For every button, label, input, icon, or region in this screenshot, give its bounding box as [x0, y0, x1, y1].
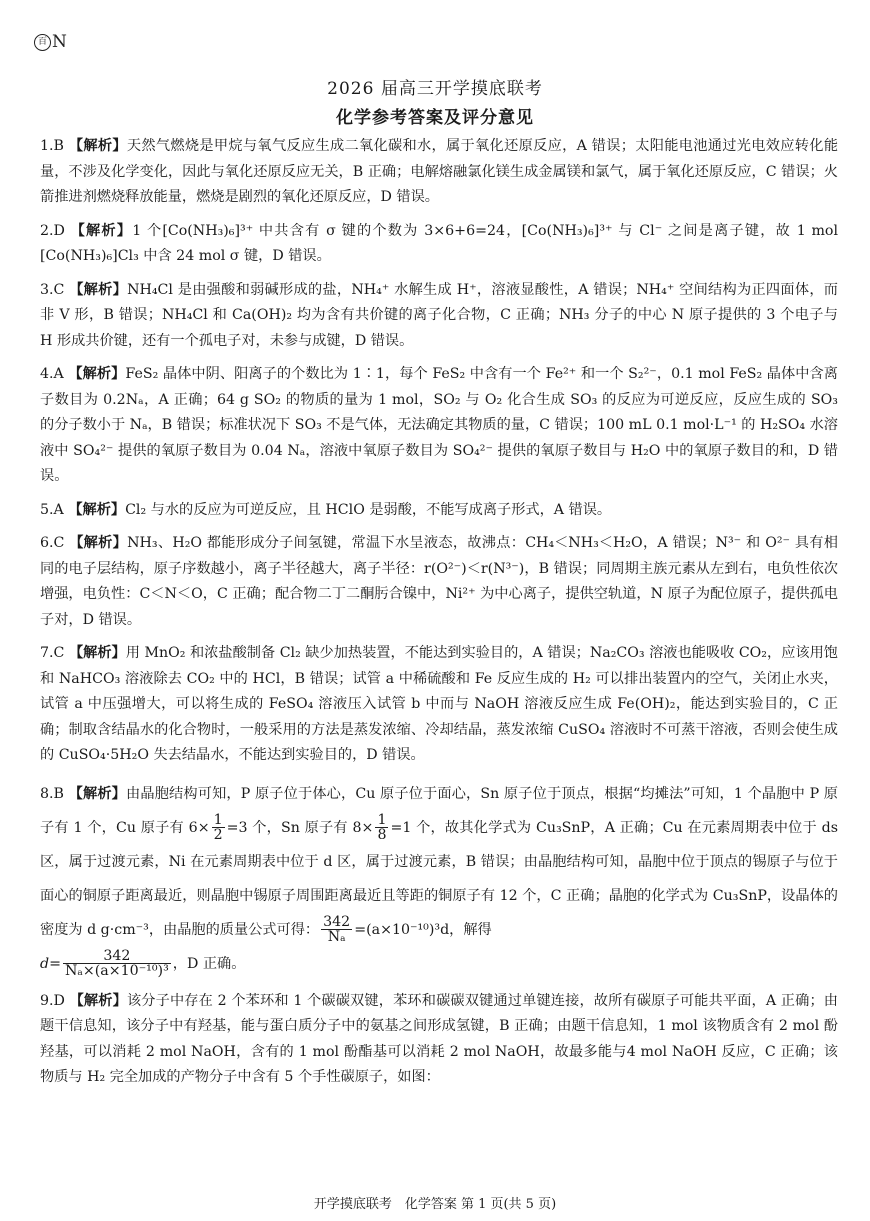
analysis-tag: 【解析】	[69, 992, 127, 1009]
logo-letter: N	[52, 32, 67, 52]
answer-4: 4.A 【解析】FeS₂ 晶体中阴、阳离子的个数比为 1∶1，每个 FeS₂ 中含有一个 Fe²⁺ 和一个 S₂²⁻，0.1 mol FeS₂ 晶体中含离子数目为 0.2Nₐ，A 正确；64 g SO₂ 的物质的量为 1 mol，SO₂ 与 O₂ 化合生成 SO₃ 的反应为可逆反应，反应生成的 SO₃ 的分子数小于 Nₐ，B 错误；标准状况下 SO₃ 不是气体，无法确定其物质的量，C 错误；100 mL 0.1 mol·L⁻¹ 的 H₂SO₄ 水溶液中 SO₄²⁻ 提供的氧原子数目为 0.04 Nₐ，溶液中氧原子数目为 SO₄²⁻ 提供的氧原子数目与 H₂O 中的氧原子数目的和，D 错误。	[40, 366, 838, 484]
fraction-result: $\frac{342}{\text{Nₐ×(a×10⁻¹⁰)³}}$	[64, 948, 169, 979]
analysis-tag: 【解析】	[68, 501, 126, 518]
analysis-tag: 【解析】	[68, 785, 127, 802]
answer-1: 1.B 【解析】天然气燃烧是甲烷与氧气反应生成二氧化碳和水，属于氧化还原反应，A 错误；太阳能电池通过光电效应转化能量，不涉及化学变化，因此与氧化还原反应无关，B 正确；电解熔融氯化镁生成金属镁和氯气，属于氧化还原反应，C 错误；火箭推进剂燃烧释放能量，燃烧是剧烈的氧化还原反应，D 错误。	[40, 138, 839, 205]
analysis-tag: 【解析】	[68, 645, 126, 661]
logo	[34, 32, 67, 52]
document-title: 2026 届高三开学摸底联考	[327, 79, 543, 99]
answer-list	[40, 134, 838, 1099]
fraction-eighth: $\frac{1}{8}$	[377, 812, 387, 843]
answer-2: 2.D 【解析】1 个[Co(NH₃)₆]³⁺ 中共含有 σ 键的个数为 3×6+6=24，[Co(NH₃)₆]³⁺ 与 Cl⁻ 之间是离子键，故 1 mol [Co(NH₃)₆]Cl₃ 中含 24 mol σ 键，D 错误。	[40, 222, 838, 264]
answer-5: 5.A 【解析】Cl₂ 与水的反应为可逆反应，且 HClO 是弱酸，不能写成离子形式，A 错误。	[40, 501, 612, 518]
answer-3: 3.C 【解析】NH₄Cl 是由强酸和弱碱形成的盐，NH₄⁺ 水解生成 H⁺，溶液显酸性，A 错误；NH₄⁺ 空间结构为正四面体，而非 V 形，B 错误；NH₄Cl 和 Ca(OH)₂ 均为含有共价键的离子化合物，C 正确；NH₃ 分子的中心 N 原子提供的 3 个电子与 H 形成共价键，还有一个孤电子对，未参与成键，D 错误。	[40, 281, 838, 349]
answer-6: 6.C 【解析】NH₃、H₂O 都能形成分子间氢键，常温下水呈液态，故沸点：CH₄＜NH₃＜H₂O，A 错误；N³⁻ 和 O²⁻ 具有相同的电子层结构，原子序数越小，离子半径越大，离子半径：r(O²⁻)＜r(N³⁻)，B 错误；同周期主族元素从左到右，电负性依次增强，电负性：C＜N＜O，C 正确；配合物二丁二酮肟合镍中，Ni²⁺ 为中心离子，提供空轨道，N 原子为配位原子，提供孤电子对，D 错误。	[40, 535, 838, 628]
answer-7: 7.C 【解析】用 MnO₂ 和浓盐酸制备 Cl₂ 缺少加热装置，不能达到实验目的，A 错误；Na₂CO₃ 溶液也能吸收 CO₂，应该用饱和 NaHCO₃ 溶液除去 CO₂ 中的 HCl，B 错误；试管 a 中稀硫酸和 Fe 反应生成的 H₂ 可以排出装置内的空气，关闭止水夹，试管 a 中压强增大，可以将生成的 FeSO₄ 溶液压入试管 b 中而与 NaOH 溶液反应生成 Fe(OH)₂，能达到实验目的，C 正确；制取含结晶水的化合物时，一般采用的方法是蒸发浓缩、冷却结晶，蒸发浓缩 CuSO₄ 溶液时不可蒸干溶液，否则会使生成的 CuSO₄·5H₂O 失去结晶水，不能达到实验目的，D 错误。	[40, 645, 838, 763]
fraction-density: $\frac{342}{\text{Nₐ}}$	[323, 914, 351, 945]
analysis-tag: 【解析】	[68, 138, 127, 154]
analysis-tag: 【解析】	[68, 366, 126, 382]
logo-circle-icon: 百	[34, 34, 51, 51]
answer-8: 8.B 【解析】由晶胞结构可知，P 原子位于体心，Cu 原子位于面心，Sn 原子位于顶点，根据“均摊法”可知，1 个晶胞中 P 原子有 1 个，Cu 原子有 6× $\frac{1}{2}$ =3 个，Sn 原子有 8× $\frac{1}{8}$ =1 个，故其化学式为 Cu₃SnP，A 正确；Cu 在元素周期表中位于 ds 区，属于过渡元素，Ni 在元素周期表中位于 d 区，属于过渡元素，B 错误；由晶胞结构可知，晶胞中位于顶点的锡原子与位于面心的铜原子距离最近，则晶胞中锡原子周围距离最近且等距的铜原子有 12 个，C 正确；晶胞的化学式为 Cu₃SnP，设晶体的密度为 d g·cm⁻³，由晶胞的质量公式可得： $\frac{342}{\text{Nₐ}}$ =(a×10⁻¹⁰)³d，解得 d= $\frac{342}{\text{Nₐ×(a×10⁻¹⁰)³}}$ ，D 正确。	[40, 785, 838, 979]
page-footer: 开学摸底联考 化学答案 第 1 页(共 5 页)	[313, 1197, 557, 1212]
analysis-tag: 【解析】	[69, 535, 128, 551]
fraction-half: $\frac{1}{2}$	[213, 812, 223, 843]
document-subtitle: 化学参考答案及评分意见	[336, 108, 534, 128]
analysis-tag: 【解析】	[70, 222, 133, 239]
answer-9: 9.D 【解析】该分子中存在 2 个苯环和 1 个碳碳双键，苯环和碳碳双键通过单键连接，故所有碳原子可能共平面，A 正确；由题干信息知，该分子中有羟基，能与蛋白质分子中的氨基之间形成氢键，B 正确；由题干信息知，1 mol 该物质含有 2 mol 酚羟基，可以消耗 2 mol NaOH，含有的 1 mol 酚酯基可以消耗 2 mol NaOH，故最多能与4 mol NaOH 反应，C 正确；该物质与 H₂ 完全加成的产物分子中含有 5 个手性碳原子，如图：	[40, 992, 838, 1085]
analysis-tag: 【解析】	[69, 281, 128, 298]
